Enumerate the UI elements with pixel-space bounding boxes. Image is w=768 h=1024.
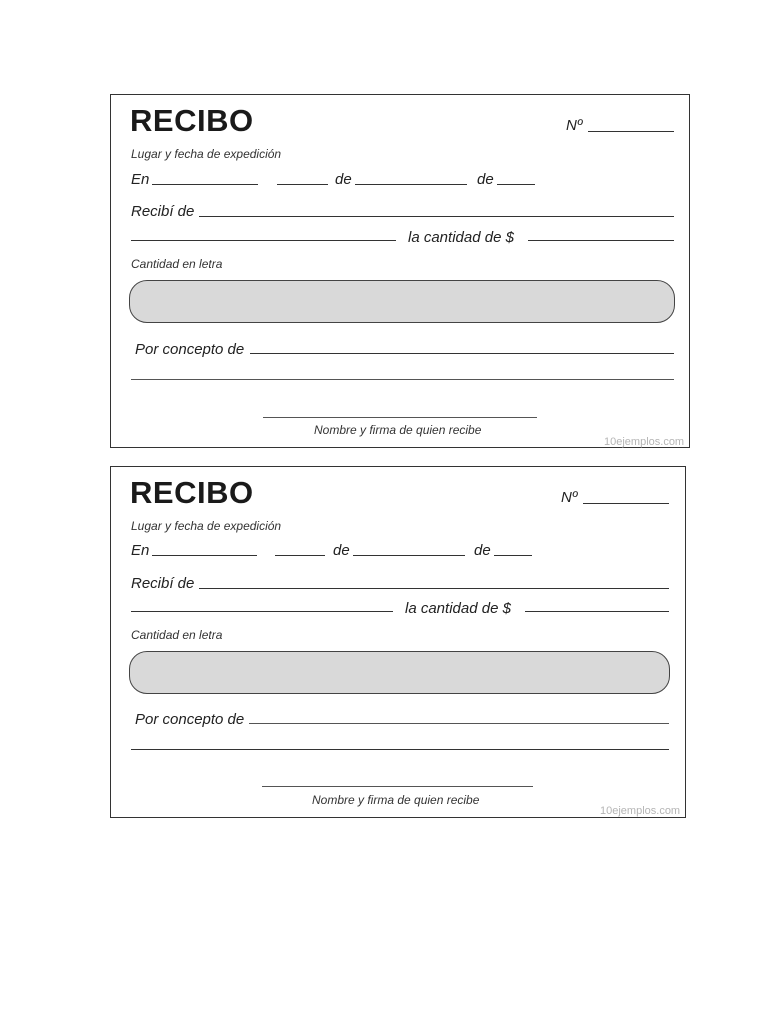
received-from-field-continued[interactable] [131, 240, 396, 241]
de-label-2: de [474, 542, 491, 559]
concept-label: Por concepto de [135, 341, 245, 358]
amount-field[interactable] [528, 240, 674, 241]
amount-in-words-field[interactable] [129, 280, 675, 323]
day-field[interactable] [275, 555, 325, 556]
de-label-2: de [477, 171, 494, 188]
de-label-1: de [333, 542, 350, 559]
concept-field[interactable] [250, 353, 674, 354]
amount-field[interactable] [525, 611, 669, 612]
number-field[interactable] [583, 503, 669, 504]
number-label: Nº [561, 489, 578, 506]
received-from-field-continued[interactable] [131, 611, 393, 612]
received-from-field[interactable] [199, 588, 669, 589]
concept-field-continued[interactable] [131, 749, 669, 750]
received-from-label: Recibí de [131, 203, 195, 220]
number-label: Nº [566, 117, 583, 134]
amount-in-words-field[interactable] [129, 651, 670, 694]
concept-field[interactable] [249, 723, 669, 724]
en-label: En [131, 171, 150, 188]
year-field[interactable] [497, 184, 535, 185]
watermark: 10ejemplos.com [600, 805, 681, 817]
concept-label: Por concepto de [135, 711, 245, 728]
day-field[interactable] [277, 184, 328, 185]
received-from-label: Recibí de [131, 575, 195, 592]
year-field[interactable] [494, 555, 532, 556]
signature-line[interactable] [263, 417, 537, 418]
place-field[interactable] [152, 184, 258, 185]
place-date-label: Lugar y fecha de expedición [131, 519, 282, 533]
amount-in-words-label: Cantidad en letra [131, 628, 223, 642]
en-label: En [131, 542, 150, 559]
month-field[interactable] [353, 555, 465, 556]
de-label-1: de [335, 171, 352, 188]
concept-field-continued[interactable] [131, 379, 674, 380]
receipt-title: RECIBO [130, 475, 254, 510]
signature-line[interactable] [262, 786, 533, 787]
place-field[interactable] [152, 555, 257, 556]
watermark: 10ejemplos.com [604, 436, 685, 448]
receipt-title: RECIBO [130, 103, 254, 138]
receipt-form-2 [110, 466, 686, 818]
place-date-label: Lugar y fecha de expedición [131, 147, 282, 161]
number-field[interactable] [588, 131, 674, 132]
amount-label: la cantidad de $ [405, 600, 511, 617]
signature-label: Nombre y firma de quien recibe [312, 793, 480, 807]
amount-in-words-label: Cantidad en letra [131, 257, 223, 271]
received-from-field[interactable] [199, 216, 674, 217]
month-field[interactable] [355, 184, 467, 185]
signature-label: Nombre y firma de quien recibe [314, 423, 482, 437]
receipt-form-1 [110, 94, 690, 448]
amount-label: la cantidad de $ [408, 229, 514, 246]
